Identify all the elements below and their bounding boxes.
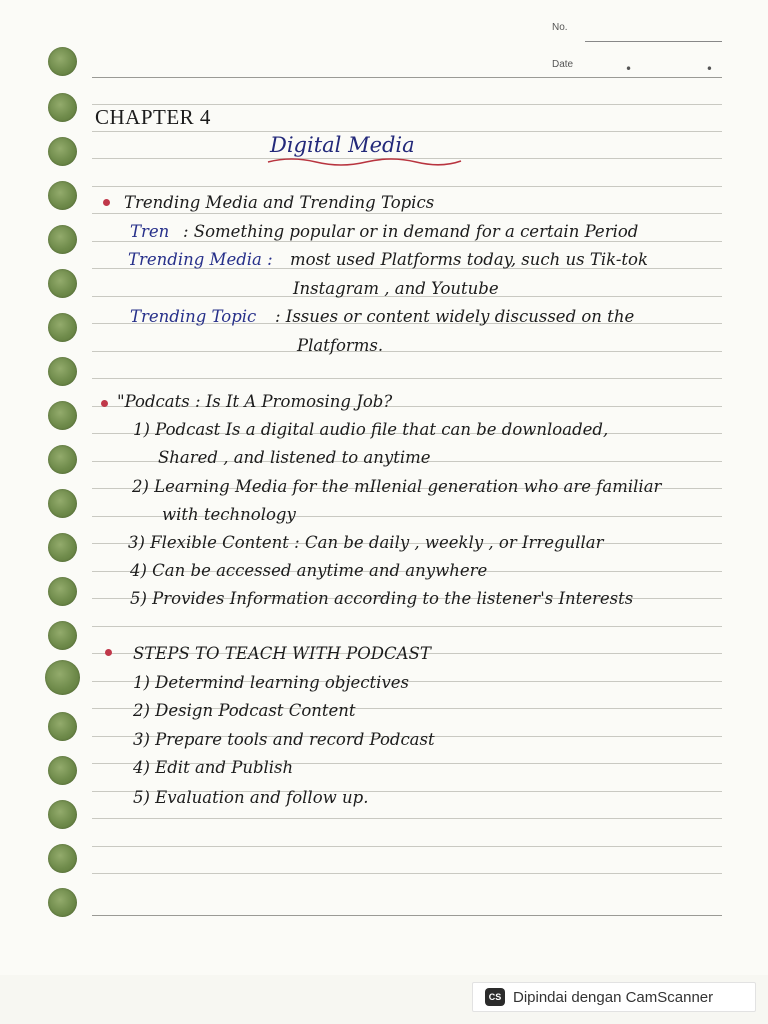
rule-line <box>92 846 722 847</box>
binder-hole <box>48 269 77 298</box>
list-item: 1) Determind learning objectives <box>133 673 409 692</box>
definition-tren: : Something popular or in demand for a certain Period <box>183 222 639 241</box>
binder-hole <box>45 660 80 695</box>
rule-line <box>92 77 722 78</box>
term-trending-topic: Trending Topic <box>130 307 257 326</box>
section-heading-steps: STEPS TO TEACH WITH PODCAST <box>133 644 431 663</box>
rule-line <box>92 131 722 132</box>
list-item: 3) Flexible Content : Can be daily , weekly , or Irregullar <box>128 533 604 552</box>
rule-line <box>92 186 722 187</box>
bullet-dot <box>103 199 110 206</box>
section-heading-trending: Trending Media and Trending Topics <box>124 193 435 212</box>
definition-trending-topic-2: Platforms. <box>297 336 384 355</box>
binder-hole <box>48 445 77 474</box>
rule-line <box>92 241 722 242</box>
list-item: with technology <box>162 505 296 524</box>
list-item: 4) Edit and Publish <box>133 758 294 777</box>
rule-line <box>92 351 722 352</box>
chapter-heading: CHAPTER 4 <box>95 105 211 129</box>
binder-hole <box>48 712 77 741</box>
bullet-dot <box>101 400 108 407</box>
rule-line <box>92 378 722 379</box>
definition-trending-media-1: most used Platforms today, such us Tik-tok <box>290 250 648 269</box>
binder-hole <box>48 47 77 76</box>
list-item: Shared , and listened to anytime <box>158 448 431 467</box>
title-underline <box>266 156 466 168</box>
binder-hole <box>48 357 77 386</box>
binder-hole <box>48 137 77 166</box>
binder-hole <box>48 401 77 430</box>
term-trending-media: Trending Media : <box>128 250 273 269</box>
list-item: 2) Learning Media for the mIlenial generation who are familiar <box>132 477 662 496</box>
binder-hole <box>48 844 77 873</box>
binder-hole <box>48 313 77 342</box>
camscanner-watermark <box>472 982 756 1012</box>
list-item: 5) Evaluation and follow up. <box>133 788 369 807</box>
binder-hole <box>48 577 77 606</box>
binder-hole <box>48 800 77 829</box>
section-heading-podcasts: "Podcats : Is It A Promosing Job? <box>117 392 393 411</box>
binder-hole <box>48 181 77 210</box>
no-line <box>585 41 722 42</box>
binder-hole <box>48 533 77 562</box>
definition-trending-topic-1: : Issues or content widely discussed on the <box>275 307 635 326</box>
binder-hole <box>48 888 77 917</box>
rule-line <box>92 873 722 874</box>
term-tren: Tren <box>130 222 170 241</box>
date-dots: • • <box>625 62 748 76</box>
page-title: Digital Media <box>270 133 415 157</box>
binder-hole <box>48 225 77 254</box>
binder-hole <box>48 489 77 518</box>
no-label: No. <box>552 22 568 33</box>
binder-hole <box>48 93 77 122</box>
camscanner-text: Dipindai dengan CamScanner <box>513 988 714 1006</box>
list-item: 4) Can be accessed anytime and anywhere <box>130 561 488 580</box>
list-item: 1) Podcast Is a digital audio file that can be downloaded, <box>133 420 609 439</box>
rule-line <box>92 915 722 916</box>
rule-line <box>92 818 722 819</box>
rule-line <box>92 213 722 214</box>
date-label: Date <box>552 59 574 70</box>
binder-hole <box>48 621 77 650</box>
list-item: 5) Provides Information according to the listener's Interests <box>130 589 634 608</box>
camscanner-icon: CS <box>485 988 505 1006</box>
rule-line <box>92 626 722 627</box>
definition-trending-media-2: Instagram , and Youtube <box>293 279 499 298</box>
list-item: 3) Prepare tools and record Podcast <box>133 730 435 749</box>
bullet-dot <box>105 649 112 656</box>
list-item: 2) Design Podcast Content <box>133 701 356 720</box>
binder-hole <box>48 756 77 785</box>
